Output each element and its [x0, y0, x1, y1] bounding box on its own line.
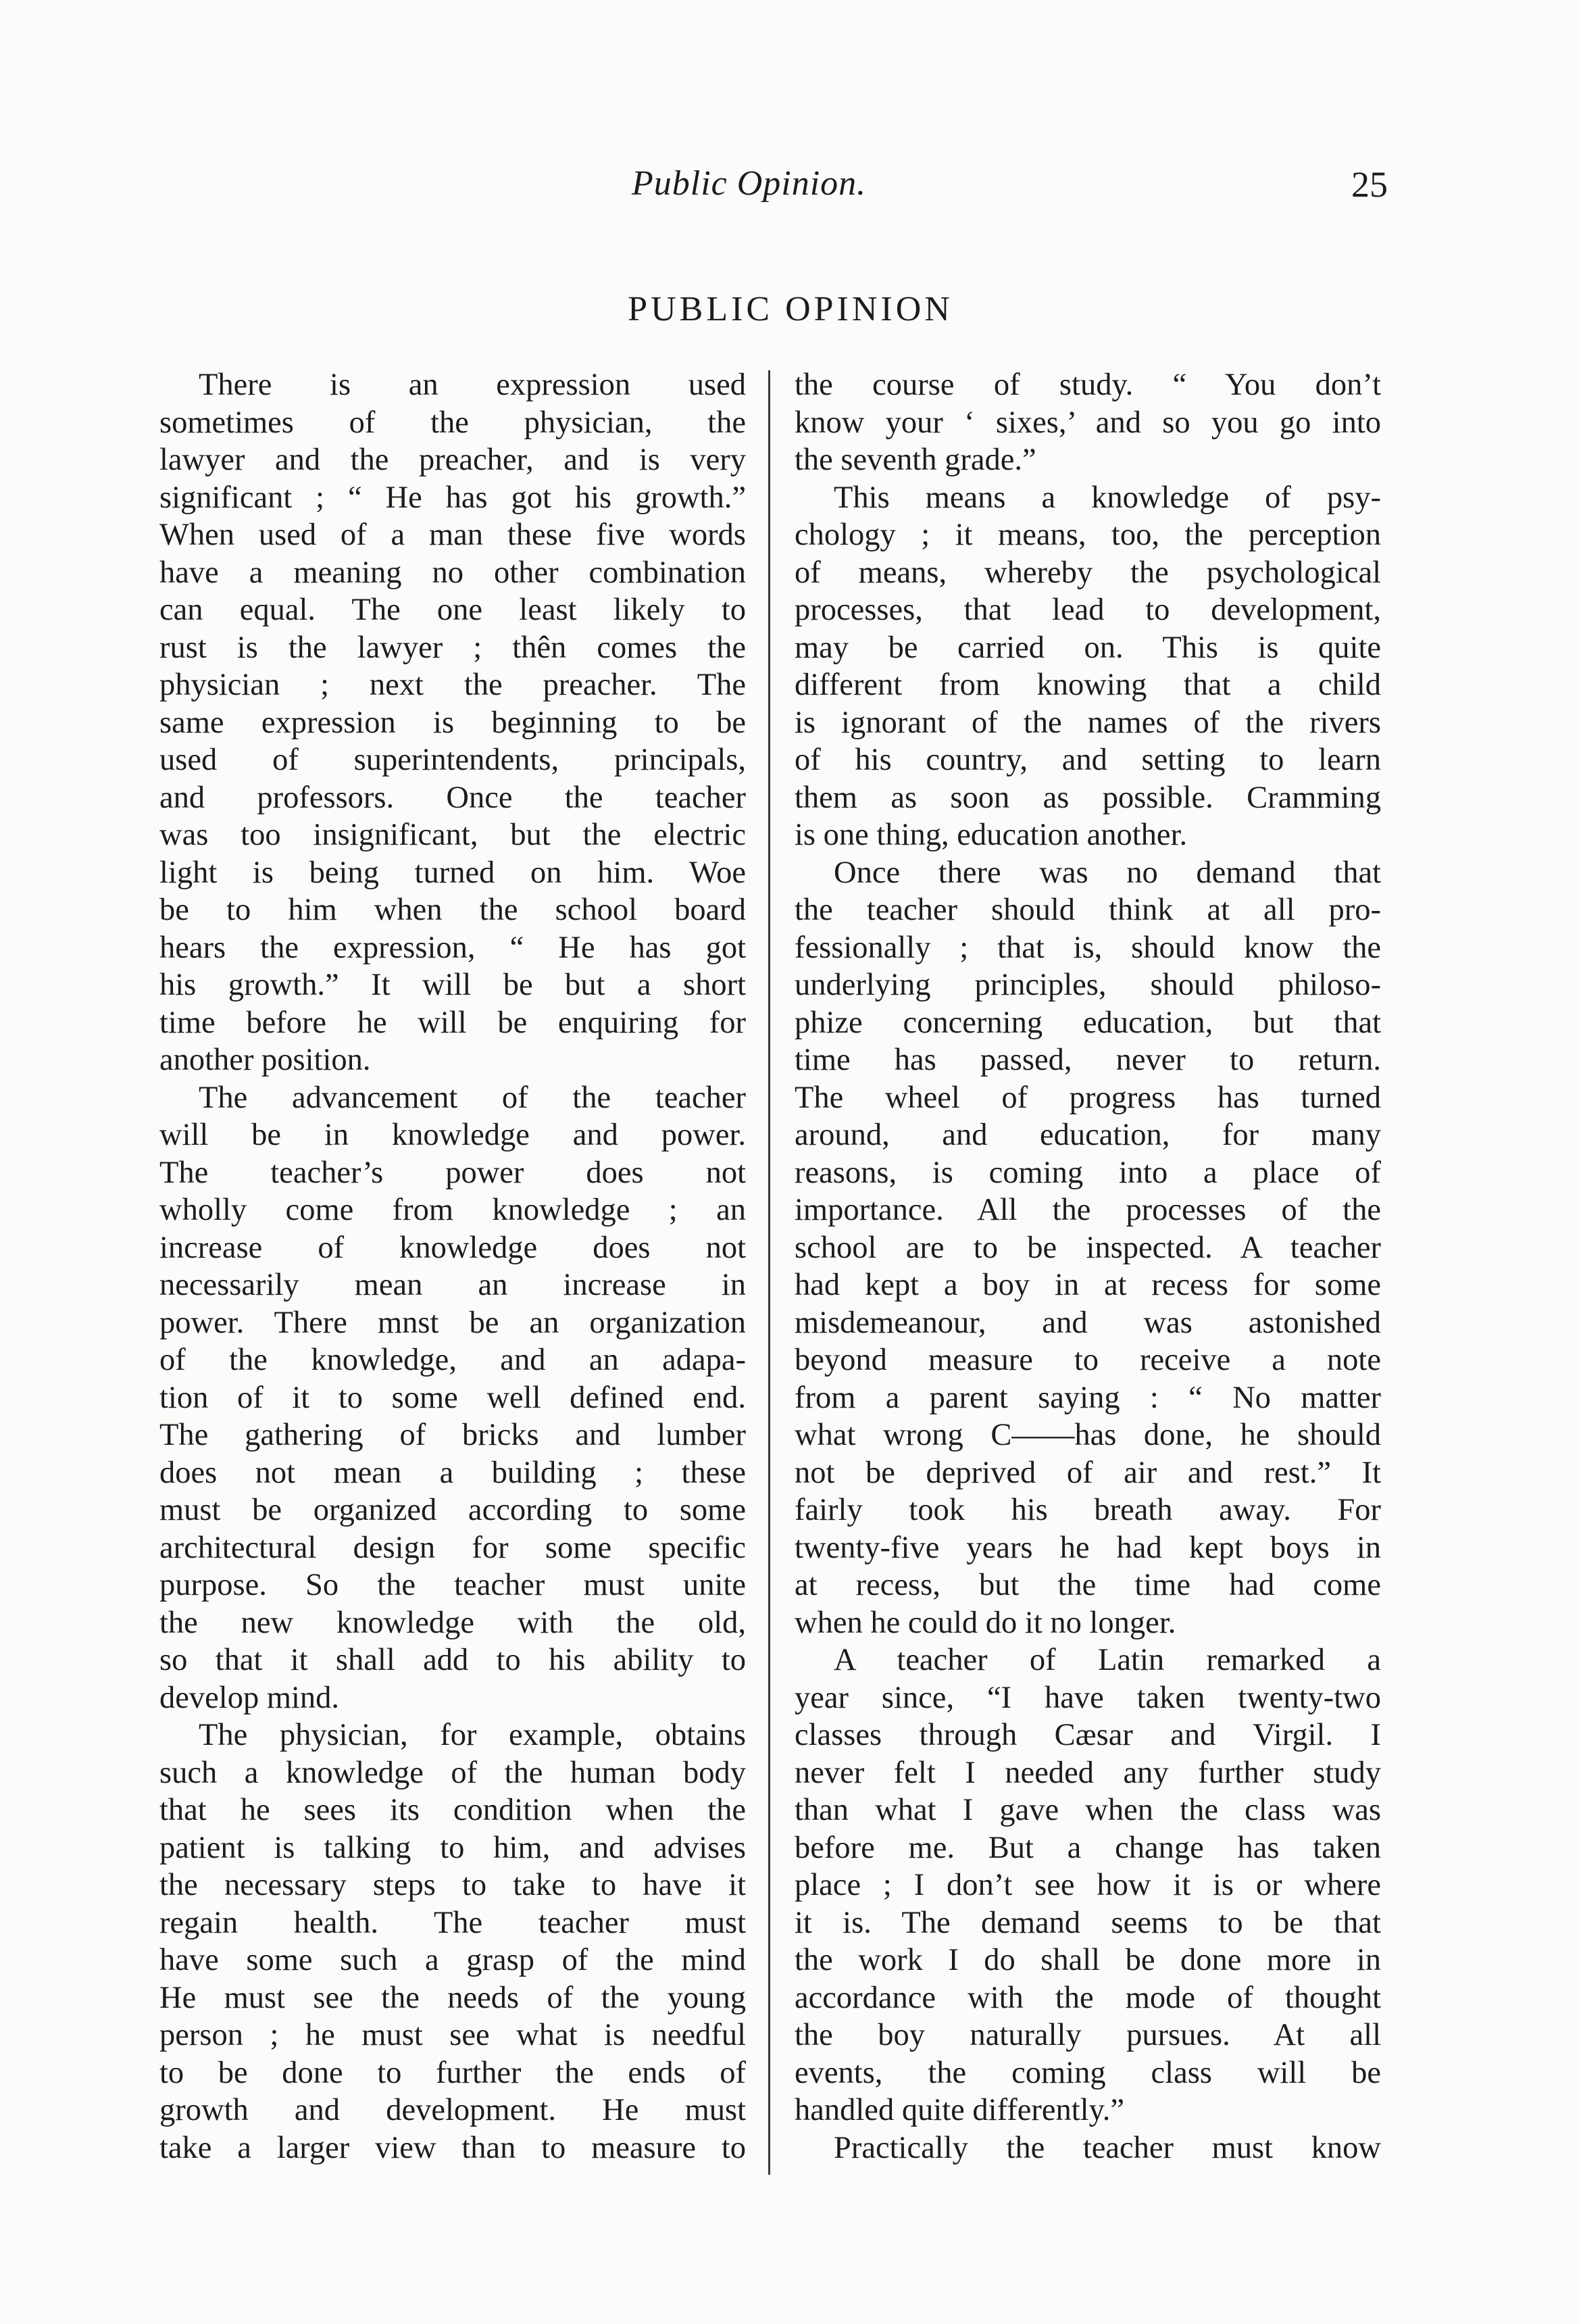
text-line: is one thing, education another.: [795, 818, 1188, 852]
text-line: different from knowing that a child: [795, 668, 1381, 702]
text-line: The physician, for example, obtains: [199, 1718, 746, 1752]
text-line: reasons, is coming into a place of: [795, 1155, 1381, 1190]
text-line: growth and development. He must: [159, 2093, 746, 2127]
text-line: at recess, but the time had come: [795, 1568, 1381, 1602]
text-line: time has passed, never to return.: [795, 1043, 1381, 1077]
text-line: does not mean a building ; these: [159, 1455, 746, 1490]
text-line: purpose. So the teacher must unite: [159, 1568, 746, 1602]
text-line: accordance with the mode of thought: [795, 1980, 1381, 2015]
text-line: place ; I don’t see how it is or where: [795, 1868, 1381, 1902]
article-title: PUBLIC OPINION: [628, 290, 953, 328]
text-line: The gathering of bricks and lumber: [159, 1418, 746, 1452]
text-line: such a knowledge of the human body: [159, 1755, 746, 1790]
text-line: hears the expression, “ He has got: [159, 930, 746, 965]
text-line: same expression is beginning to be: [159, 705, 746, 740]
text-line: A teacher of Latin remarked a: [834, 1643, 1381, 1677]
text-line: processes, that lead to development,: [795, 593, 1381, 627]
text-line: of the knowledge, and an adapa-: [159, 1343, 746, 1377]
text-line: events, the coming class will be: [795, 2055, 1381, 2090]
text-line: used of superintendents, principals,: [159, 743, 746, 777]
column-divider: [768, 370, 770, 2175]
text-line: increase of knowledge does not: [159, 1230, 746, 1265]
text-line: that he sees its condition when the: [159, 1793, 746, 1827]
text-line: classes through Cæsar and Virgil. I: [795, 1718, 1381, 1752]
text-line: of his country, and setting to learn: [795, 743, 1381, 777]
text-line: will be in knowledge and power.: [159, 1118, 746, 1152]
text-line: must be organized according to some: [159, 1493, 746, 1527]
text-line: beyond measure to receive a note: [795, 1343, 1381, 1377]
text-line: and professors. Once the teacher: [159, 780, 746, 815]
text-line: them as soon as possible. Cramming: [795, 780, 1381, 815]
text-line: wholly come from knowledge ; an: [159, 1193, 746, 1227]
text-line: have some such a grasp of the mind: [159, 1943, 746, 1977]
text-line: tion of it to some well defined end.: [159, 1380, 746, 1415]
text-line: may be carried on. This is quite: [795, 630, 1381, 665]
text-line: time before he will be enquiring for: [159, 1005, 746, 1040]
text-line: fessionally ; that is, should know the: [795, 930, 1381, 965]
text-line: can equal. The one least likely to: [159, 593, 746, 627]
text-line: regain health. The teacher must: [159, 1905, 746, 1940]
text-line: be to him when the school board: [159, 893, 746, 927]
text-line: physician ; next the preacher. The: [159, 668, 746, 702]
text-line: never felt I needed any further study: [795, 1755, 1381, 1790]
text-line: to be done to further the ends of: [159, 2055, 746, 2090]
running-title: Public Opinion.: [632, 164, 867, 203]
text-line: was too insignificant, but the electric: [159, 818, 746, 852]
text-line: fairly took his breath away. For: [795, 1493, 1381, 1527]
text-line: handled quite differently.”: [795, 2093, 1125, 2127]
text-line: the seventh grade.”: [795, 443, 1036, 477]
text-line: rust is the lawyer ; thên comes the: [159, 630, 746, 665]
page-number: 25: [1351, 164, 1388, 205]
text-line: from a parent saying : “ No matter: [795, 1380, 1381, 1415]
text-line: what wrong C——has done, he should: [795, 1418, 1381, 1452]
text-line: the new knowledge with the old,: [159, 1605, 746, 1640]
text-line: chology ; it means, too, the perception: [795, 518, 1381, 552]
text-line: light is being turned on him. Woe: [159, 855, 746, 890]
text-line: sometimes of the physician, the: [159, 405, 746, 440]
text-line: than what I gave when the class was: [795, 1793, 1381, 1827]
text-line: He must see the needs of the young: [159, 1980, 746, 2015]
text-line: patient is talking to him, and advises: [159, 1830, 746, 1865]
text-line: lawyer and the preacher, and is very: [159, 443, 746, 477]
text-line: importance. All the processes of the: [795, 1193, 1381, 1227]
text-line: Once there was no demand that: [834, 855, 1381, 890]
text-line: know your ‘ sixes,’ and so you go into: [795, 405, 1381, 440]
running-head: [0, 164, 1581, 224]
text-line: school are to be inspected. A teacher: [795, 1230, 1381, 1265]
text-line: This means a knowledge of psy-: [834, 480, 1381, 515]
text-line: have a meaning no other combination: [159, 555, 746, 590]
text-line: power. There mnst be an organization: [159, 1305, 746, 1340]
text-line: necessarily mean an increase in: [159, 1268, 746, 1302]
text-line: the teacher should think at all pro-: [795, 893, 1381, 927]
text-line: Practically the teacher must know: [834, 2130, 1381, 2165]
text-line: when he could do it no longer.: [795, 1605, 1176, 1640]
text-line: person ; he must see what is needful: [159, 2018, 746, 2052]
right-column: [795, 366, 1381, 2167]
text-line: his growth.” It will be but a short: [159, 968, 746, 1002]
text-line: another position.: [159, 1043, 371, 1077]
text-line: before me. But a change has taken: [795, 1830, 1381, 1865]
text-line: year since, “I have taken twenty-two: [795, 1680, 1381, 1715]
text-line: of means, whereby the psychological: [795, 555, 1381, 590]
text-line: underlying principles, should philoso-: [795, 968, 1381, 1002]
text-line: the work I do shall be done more in: [795, 1943, 1381, 1977]
text-line: the course of study. “ You don’t: [795, 368, 1381, 402]
text-line: so that it shall add to his ability to: [159, 1643, 746, 1677]
text-line: had kept a boy in at recess for some: [795, 1268, 1381, 1302]
text-line: not be deprived of air and rest.” It: [795, 1455, 1381, 1490]
text-line: The wheel of progress has turned: [795, 1080, 1381, 1115]
left-column: [159, 366, 746, 2167]
text-line: is ignorant of the names of the rivers: [795, 705, 1381, 740]
text-line: twenty-five years he had kept boys in: [795, 1530, 1381, 1565]
text-line: architectural design for some specific: [159, 1530, 746, 1565]
text-line: the boy naturally pursues. At all: [795, 2018, 1381, 2052]
text-line: The teacher’s power does not: [159, 1155, 746, 1190]
text-line: When used of a man these five words: [159, 518, 746, 552]
text-line: misdemeanour, and was astonished: [795, 1305, 1381, 1340]
text-line: around, and education, for many: [795, 1118, 1381, 1152]
text-line: phize concerning education, but that: [795, 1005, 1381, 1040]
text-line: The advancement of the teacher: [199, 1080, 746, 1115]
text-line: it is. The demand seems to be that: [795, 1905, 1381, 1940]
text-line: significant ; “ He has got his growth.”: [159, 480, 746, 515]
text-line: take a larger view than to measure to: [159, 2130, 746, 2165]
text-line: develop mind.: [159, 1680, 340, 1715]
text-line: There is an expression used: [199, 368, 746, 402]
text-line: the necessary steps to take to have it: [159, 1868, 746, 1902]
